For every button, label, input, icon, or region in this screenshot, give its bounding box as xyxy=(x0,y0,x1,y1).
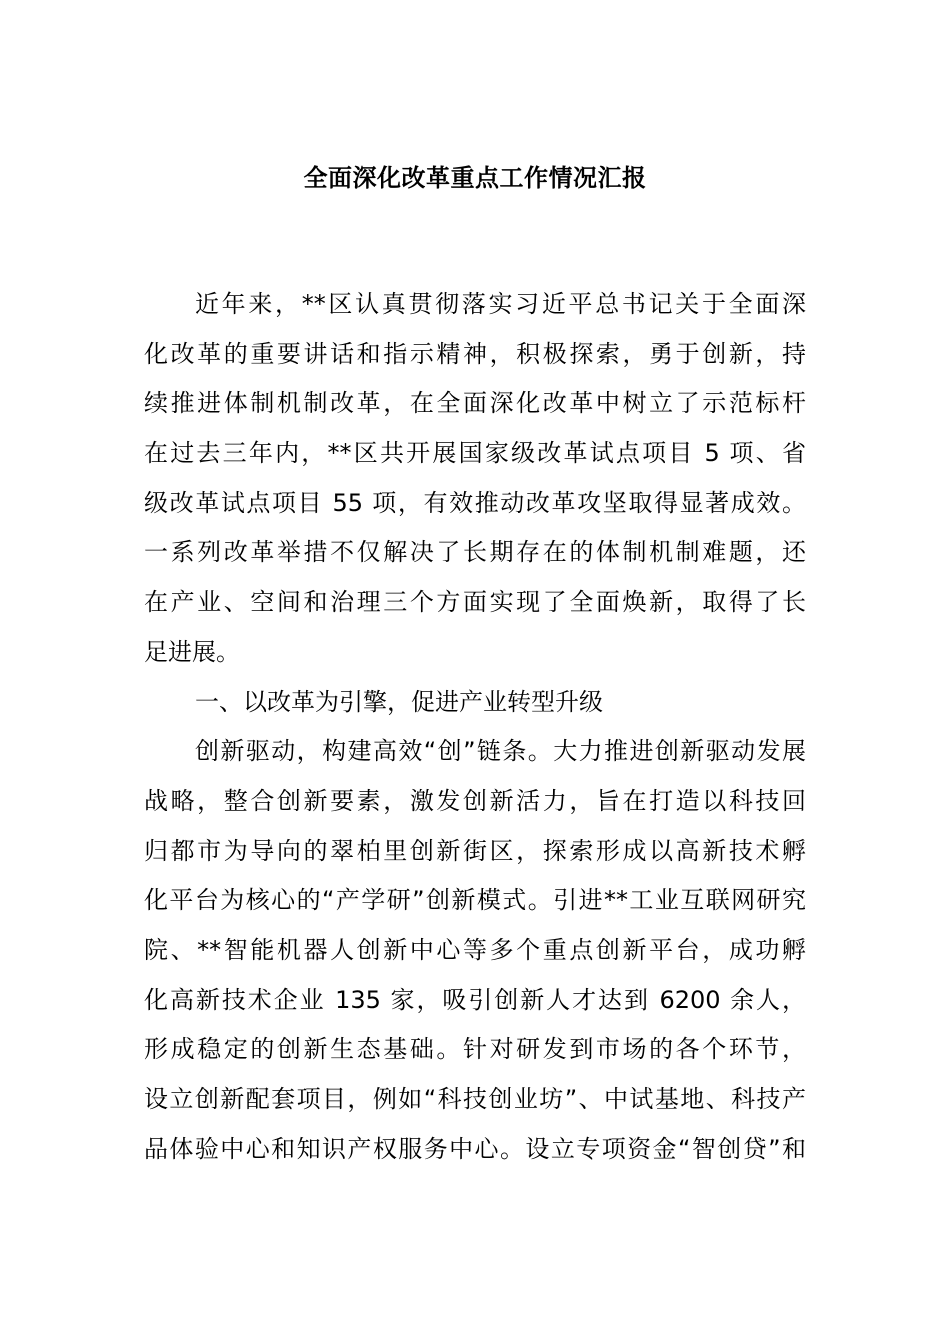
paragraph-line: 足进展。 xyxy=(144,637,240,666)
paragraph-line: 级改革试点项目 55 项，有效推动改革攻坚取得显著成效。 xyxy=(144,488,806,517)
paragraph-line: 续推进体制机制改革，在全面深化改革中树立了示范标杆 xyxy=(144,389,806,418)
document-body xyxy=(144,280,806,1174)
paragraph-line: 设立创新配套项目，例如“科技创业坊”、中试基地、科技产 xyxy=(144,1085,806,1113)
paragraph-line: 品体验中心和知识产权服务中心。设立专项资金“智创贷”和 xyxy=(144,1134,806,1163)
paragraph-line: 在产业、空间和治理三个方面实现了全面焕新，取得了长 xyxy=(144,588,806,617)
paragraph-line: 战略，整合创新要素，激发创新活力，旨在打造以科技回 xyxy=(144,786,806,815)
paragraph-line: 形成稳定的创新生态基础。针对研发到市场的各个环节， xyxy=(144,1035,806,1064)
paragraph-line: 近年来，**区认真贯彻落实习近平总书记关于全面深 xyxy=(195,290,806,318)
paragraph-line: 一系列改革举措不仅解决了长期存在的体制机制难题，还 xyxy=(144,538,806,567)
paragraph-line: 归都市为导向的翠柏里创新街区，探索形成以高新技术孵 xyxy=(144,836,806,865)
paragraph-line: 在过去三年内，**区共开展国家级改革试点项目 5 项、省 xyxy=(144,439,806,468)
paragraph-line: 化高新技术企业 135 家，吸引创新人才达到 6200 余人， xyxy=(144,985,806,1014)
section-heading: 一、以改革为引擎，促进产业转型升级 xyxy=(195,687,603,716)
paragraph-line: 化改革的重要讲话和指示精神，积极探索，勇于创新，持 xyxy=(144,339,806,368)
paragraph-line: 创新驱动，构建高效“创”链条。大力推进创新驱动发展 xyxy=(195,737,806,766)
paragraph-line: 化平台为核心的“产学研”创新模式。引进**工业互联网研究 xyxy=(144,886,806,915)
paragraph-line: 院、**智能机器人创新中心等多个重点创新平台，成功孵 xyxy=(144,935,806,964)
document-title: 全面深化改革重点工作情况汇报 xyxy=(303,164,647,192)
